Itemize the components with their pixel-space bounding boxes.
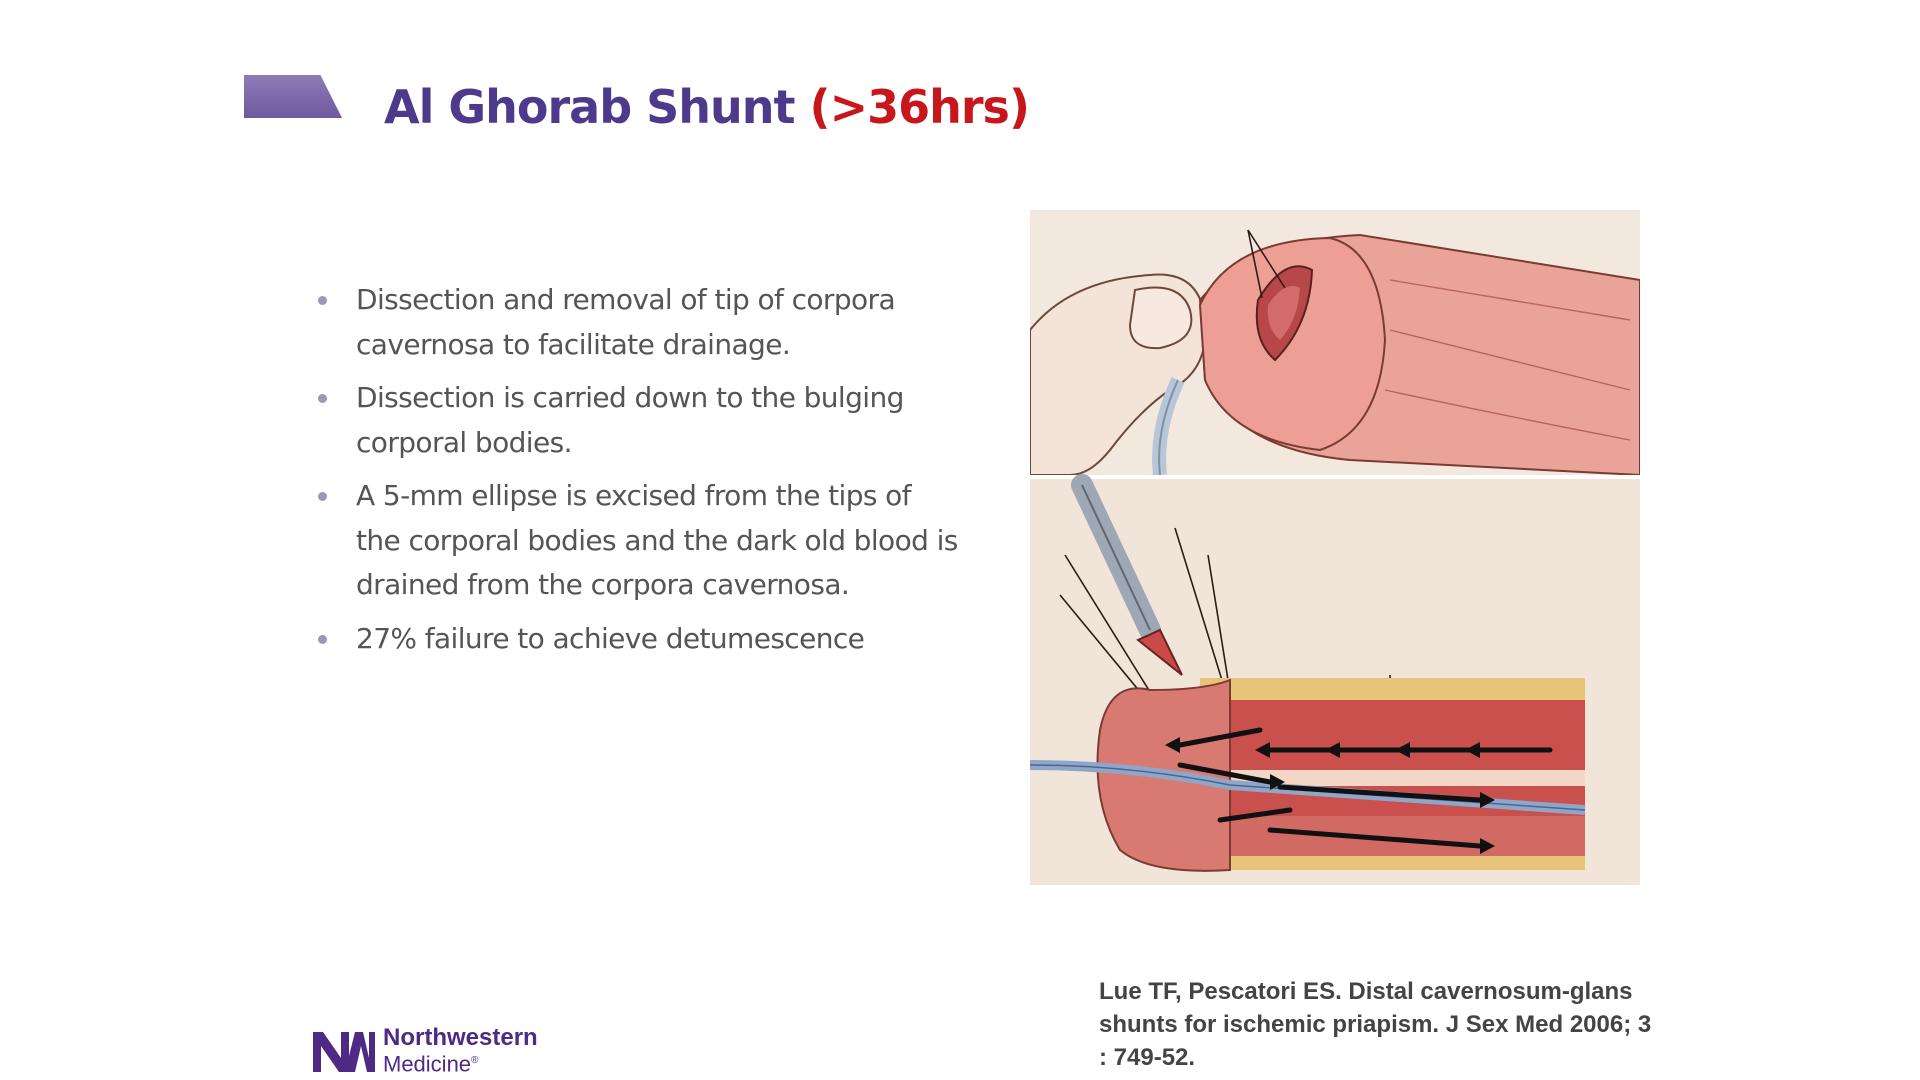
northwestern-nm-logo-icon — [311, 1028, 377, 1074]
logo-line2 — [383, 1049, 538, 1075]
northwestern-medicine-logo — [311, 1025, 538, 1077]
bullet-dot-icon — [318, 635, 327, 644]
logo-text — [383, 1026, 538, 1075]
bullet-list — [318, 278, 958, 670]
slide-title — [384, 72, 1029, 142]
logo-line2-text: Medicine — [383, 1051, 472, 1077]
bullet-item — [318, 376, 958, 465]
bullet-item — [318, 278, 958, 367]
reference-citation: Lue TF, Pescatori ES. Distal cavernosum-glans shunts for ischemic priapism. J Sex Med 2006; 3 : 749-52. — [1099, 978, 1652, 1071]
surgical-illustration — [1030, 210, 1640, 885]
bullet-dot-icon — [318, 492, 327, 501]
logo-registered-mark: ® — [471, 1055, 479, 1067]
title-highlight: (>36hrs) — [809, 80, 1029, 134]
bullet-text: Dissection is carried down to the bulging corporal bodies. — [356, 381, 904, 459]
bullet-dot-icon — [318, 296, 327, 305]
title-main: Al Ghorab Shunt — [384, 80, 810, 134]
bullet-item — [318, 617, 958, 662]
bullet-text: A 5-mm ellipse is excised from the tips of the corporal bodies and the dark old blood is drained from the corpora cavernosa. — [356, 479, 958, 601]
bullet-dot-icon — [318, 394, 327, 403]
title-accent-bar — [244, 75, 342, 118]
logo-line1: Northwestern — [383, 1024, 538, 1052]
bullet-text: 27% failure to achieve detumescence — [356, 621, 865, 655]
bullet-text: Dissection and removal of tip of corpora cavernosa to facilitate drainage. — [356, 283, 896, 361]
bullet-item — [318, 474, 958, 608]
